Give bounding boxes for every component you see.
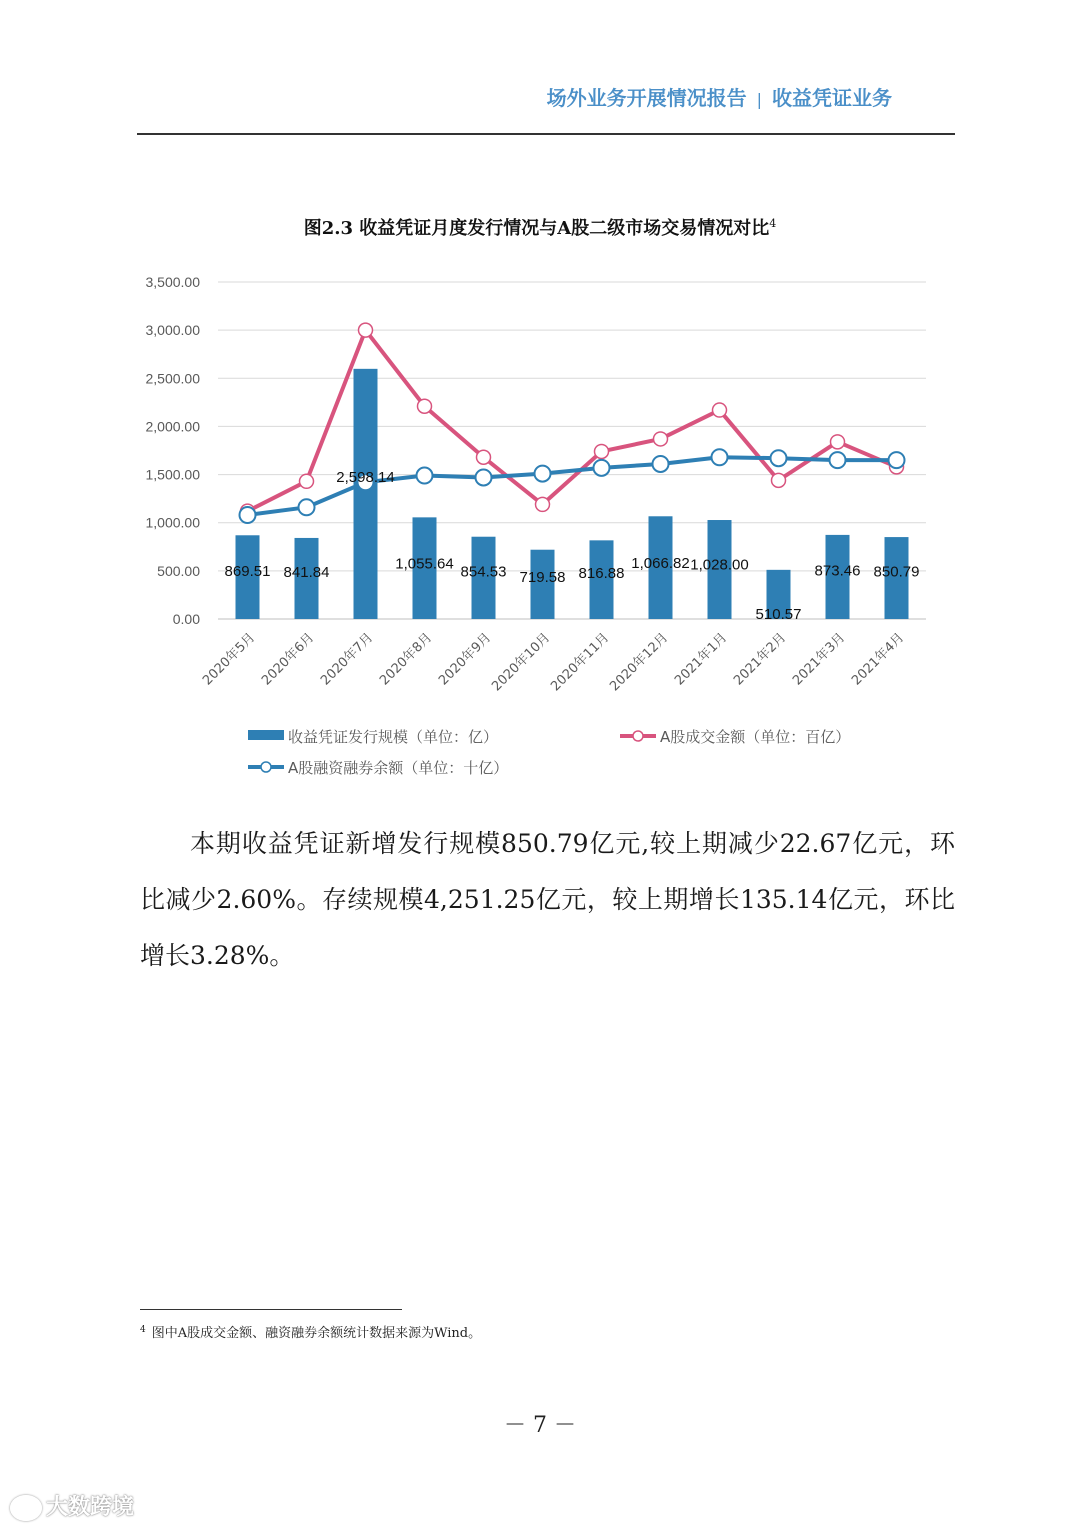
- bar-value-label: 869.51: [224, 562, 271, 580]
- margin-balance-point: [889, 452, 905, 468]
- x-tick-label: 2020年5月: [200, 630, 259, 689]
- body-paragraph: 本期收益凭证新增发行规模850.79亿元,较上期减少22.67亿元，环比减少2.60%。存续规模4,251.25亿元，较上期增长135.14亿元，环比增长3.28%。: [140, 829, 955, 970]
- x-tick-label: 2021年2月: [731, 630, 790, 689]
- watermark-logo-icon: [10, 1495, 42, 1521]
- x-tick-label: 2021年3月: [790, 630, 849, 689]
- turnover-point: [713, 403, 727, 417]
- bar-value-label: 1,028.00: [690, 556, 749, 574]
- turnover-point: [831, 435, 845, 449]
- margin-balance-point: [712, 449, 728, 465]
- page-number: － 7 －: [504, 1413, 576, 1438]
- y-tick-label: 2,000.00: [145, 418, 200, 435]
- y-tick-label: 2,500.00: [145, 370, 200, 387]
- watermark: [10, 1490, 134, 1521]
- bar-value-label: 841.84: [283, 563, 330, 581]
- legend-label: 收益凭证发行规模（单位：亿）: [288, 728, 499, 746]
- legend-swatch-marker: [261, 762, 271, 772]
- x-tick-label: 2020年9月: [436, 630, 495, 689]
- y-tick-label: 1,000.00: [145, 514, 200, 531]
- legend-item: [620, 728, 850, 746]
- x-tick-label: 2020年6月: [259, 630, 318, 689]
- bar: [354, 369, 378, 619]
- legend-label: A股成交金额（单位：百亿）: [660, 728, 851, 746]
- turnover-point: [654, 432, 668, 446]
- bar-value-label: 854.53: [460, 563, 507, 581]
- legend-item: [248, 728, 498, 746]
- margin-balance-point: [653, 456, 669, 472]
- legend-label: A股融资融券余额（单位：十亿）: [288, 759, 509, 777]
- margin-balance-point: [240, 507, 256, 523]
- x-axis-ticks: [199, 630, 907, 695]
- x-tick-label: 2021年1月: [672, 630, 731, 689]
- x-tick-label: 2020年10月: [489, 630, 554, 695]
- footnote-text: 图中A股成交金额、融资融券余额统计数据来源为Wind。: [151, 1326, 482, 1341]
- bar-value-label: 510.57: [755, 606, 802, 623]
- body-paragraph-block: [140, 816, 955, 984]
- bar-value-label: 719.58: [519, 568, 566, 586]
- footnote: [140, 1322, 481, 1341]
- header-section-title: 收益凭证业务: [772, 86, 892, 110]
- header-separator: |: [756, 90, 762, 109]
- x-tick-label: 2020年7月: [318, 630, 377, 689]
- y-tick-label: 500.00: [157, 562, 200, 579]
- turnover-point: [595, 444, 609, 458]
- turnover-point: [772, 473, 786, 487]
- bar-value-label: 850.79: [873, 563, 920, 581]
- margin-balance-point: [830, 452, 846, 468]
- bar-value-label: 1,066.82: [631, 554, 690, 572]
- legend-item: [248, 759, 508, 777]
- y-tick-label: 3,000.00: [145, 322, 200, 339]
- y-axis-ticks: [146, 274, 201, 627]
- margin-balance-point: [535, 466, 551, 482]
- turnover-point: [536, 497, 550, 511]
- margin-balance-point: [476, 469, 492, 485]
- x-tick-label: 2020年8月: [377, 630, 436, 689]
- turnover-point: [477, 450, 491, 464]
- chart-legend: [248, 728, 850, 777]
- y-tick-label: 1,500.00: [145, 466, 200, 483]
- figure-title-text: 图2.3 收益凭证月度发行情况与A股二级市场交易情况对比: [303, 218, 770, 239]
- bar-value-label: 2,598.14: [336, 468, 395, 486]
- figure-footnote-ref: 4: [769, 217, 777, 230]
- bar-data-labels: [225, 469, 920, 623]
- watermark-text: 大数跨境: [46, 1495, 135, 1520]
- turnover-point: [300, 474, 314, 488]
- legend-swatch-bar: [248, 730, 284, 740]
- margin-balance-point: [299, 499, 315, 515]
- line-series: [240, 323, 905, 523]
- legend-swatch-marker: [633, 731, 643, 741]
- x-tick-label: 2021年4月: [849, 630, 908, 689]
- y-tick-label: 0.00: [172, 611, 200, 627]
- turnover-point: [418, 399, 432, 413]
- bar-value-label: 873.46: [814, 562, 861, 580]
- x-tick-label: 2020年12月: [607, 630, 672, 695]
- margin-balance-point: [771, 450, 787, 466]
- footnote-number: 4: [140, 1324, 146, 1335]
- turnover-point: [359, 323, 373, 337]
- x-tick-label: 2020年11月: [548, 630, 613, 695]
- header-report-title: 场外业务开展情况报告: [546, 86, 747, 110]
- y-tick-label: 3,500.00: [145, 274, 200, 290]
- bar-value-label: 1,055.64: [395, 555, 454, 573]
- margin-balance-point: [594, 460, 610, 476]
- bar-value-label: 816.88: [578, 564, 625, 582]
- margin-balance-point: [417, 468, 433, 484]
- footnote-rule: [140, 1309, 402, 1310]
